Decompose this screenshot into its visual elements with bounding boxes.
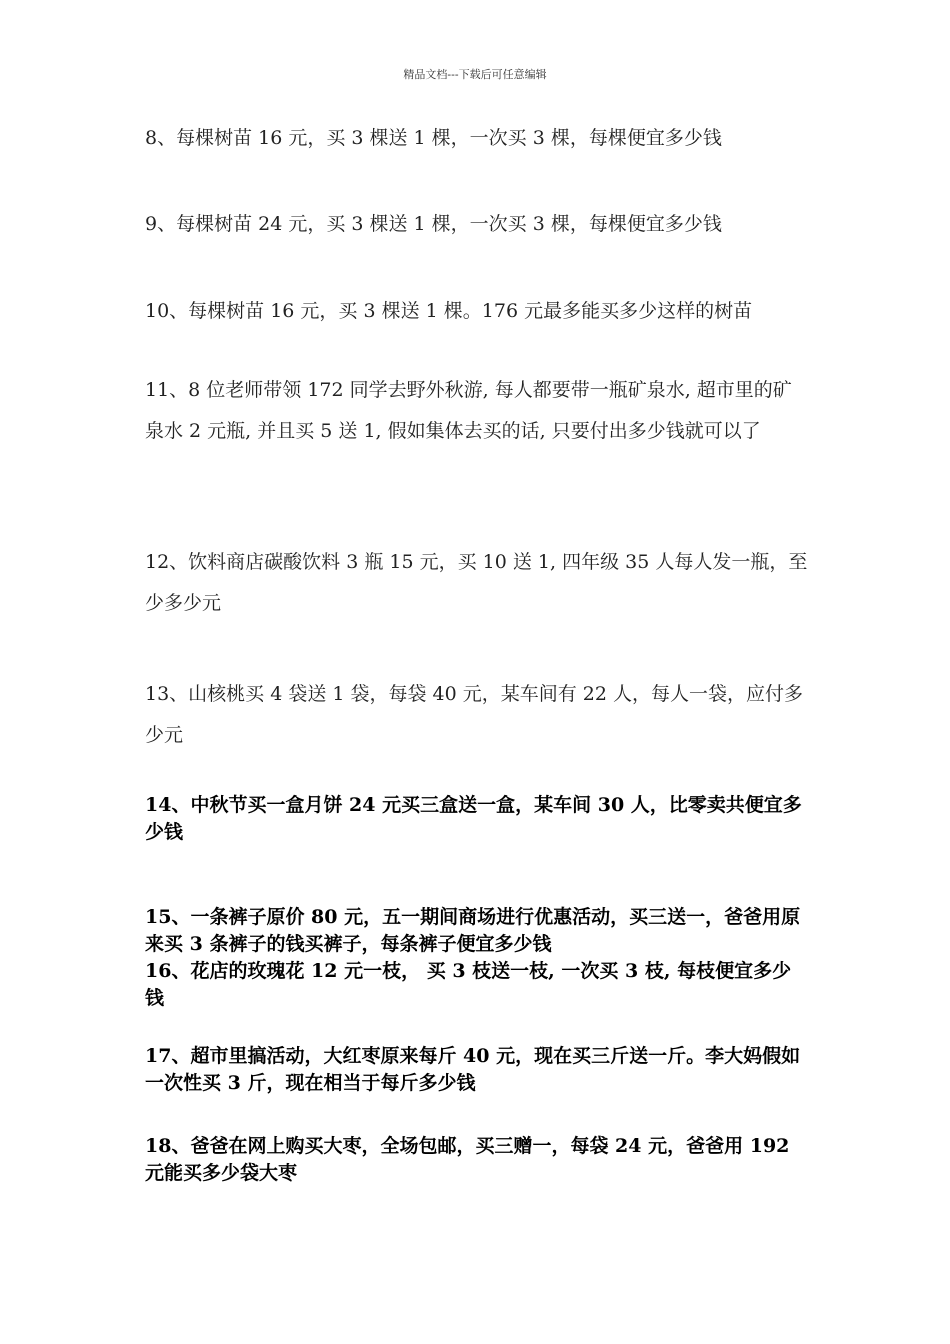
question-17: 17、超市里搞活动，大红枣原来每斤 40 元，现在买三斤送一斤。李大妈假如一次性买 3 斤，现在相当于每斤多少钱 <box>145 1045 801 1094</box>
question-13: 13、山核桃买 4 袋送 1 袋，每袋 40 元，某车间有 22 人，每人一袋，应付多少元 <box>145 683 804 746</box>
page-header: 精品文档---下载后可任意编辑 <box>403 68 547 81</box>
question-9: 9、每棵树苗 24 元，买 3 棵送 1 棵，一次买 3 棵，每棵便宜多少钱 <box>145 213 722 235</box>
question-16: 16、花店的玫瑰花 12 元一枝， 买 3 枝送一枝, 一次买 3 枝, 每枝便宜多少钱 <box>145 960 792 1009</box>
question-14: 14、中秋节买一盒月饼 24 元买三盒送一盒，某车间 30 人，比零卖共便宜多少钱 <box>145 794 802 843</box>
question-18: 18、爸爸在网上购买大枣，全场包邮，买三赠一，每袋 24 元，爸爸用 192 元能买多少袋大枣 <box>145 1135 790 1184</box>
question-11: 11、8 位老师带领 172 同学去野外秋游, 每人都要带一瓶矿泉水, 超市里的矿泉水 2 元瓶, 并且买 5 送 1, 假如集体去买的话, 只要付出多少钱就可以了 <box>145 379 792 442</box>
question-15: 15、一条裤子原价 80 元，五一期间商场进行优惠活动，买三送一，爸爸用原来买 3 条裤子的钱买裤子，每条裤子便宜多少钱 <box>145 906 801 955</box>
question-12: 12、饮料商店碳酸饮料 3 瓶 15 元，买 10 送 1, 四年级 35 人每人发一瓶，至少多少元 <box>145 551 808 614</box>
question-10: 10、每棵树苗 16 元，买 3 棵送 1 棵。176 元最多能买多少这样的树苗 <box>145 300 753 322</box>
question-8: 8、每棵树苗 16 元，买 3 棵送 1 棵，一次买 3 棵，每棵便宜多少钱 <box>145 127 722 149</box>
